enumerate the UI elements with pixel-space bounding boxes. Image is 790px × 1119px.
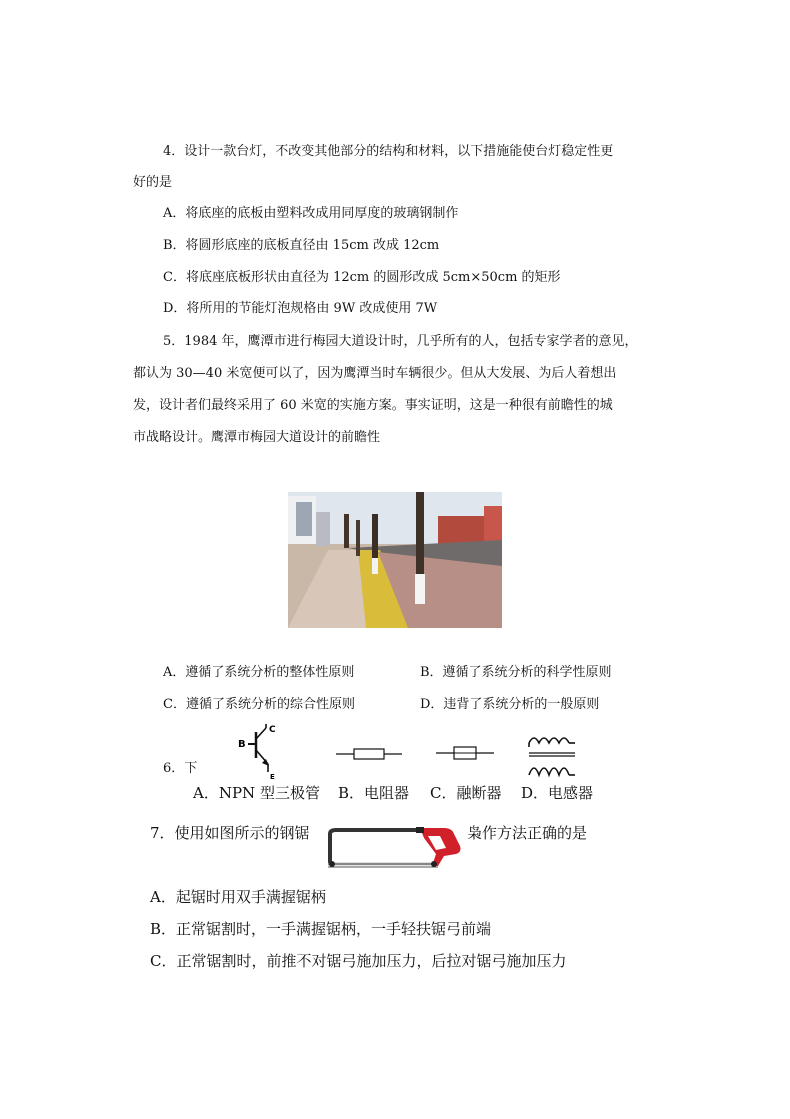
- q7-stem-right: 枭作方法正确的是: [467, 824, 588, 842]
- q4-option-d: D．将所用的节能灯泡规格由 9W 改成使用 7W: [163, 301, 438, 316]
- q4-stem-line1: 4．设计一款台灯，不改变其他部分的结构和材料，以下措施能使台灯稳定性更: [163, 144, 614, 159]
- q4-option-b: B．将圆形底座的底板直径由 15cm 改成 12cm: [163, 238, 440, 253]
- q6-label-d: D．电感器: [521, 784, 594, 802]
- resistor-symbol: [336, 746, 402, 762]
- q5-option-a: A．遵循了系统分析的整体性原则: [163, 665, 355, 680]
- q5-stem-line3: 发，设计者们最终采用了 60 米宽的实施方案。事实证明，这是一种很有前瞻性的城: [133, 398, 613, 413]
- q5-option-c: C．遵循了系统分析的综合性原则: [163, 697, 355, 712]
- transistor-symbol: [236, 722, 286, 780]
- q6-prefix: 6．下: [163, 761, 198, 776]
- q7-option-c: C．正常锯割时，前推不对锯弓施加压力，后拉对锯弓施加压力: [150, 952, 567, 970]
- q4-option-c: C．将底座底板形状由直径为 12cm 的圆形改成 5cm×50cm 的矩形: [163, 270, 561, 285]
- q7-option-a: A．起锯时用双手满握锯柄: [150, 888, 326, 906]
- q6-label-c: C．融断器: [430, 784, 502, 802]
- q6-label-b: B．电阻器: [338, 784, 410, 802]
- q5-stem-line1: 5．1984 年，鹰潭市进行梅园大道设计时，几乎所有的人，包括专家学者的意见，: [163, 334, 638, 349]
- street-photo: [288, 492, 502, 628]
- pin-b-label: B: [238, 739, 246, 750]
- q5-option-d: D．违背了系统分析的一般原则: [420, 697, 600, 712]
- q7-option-b: B．正常锯割时，一手满握锯柄，一手轻扶锯弓前端: [150, 920, 492, 938]
- hacksaw-image: [320, 820, 466, 876]
- inductor-symbol: [526, 733, 578, 779]
- pin-c-label: C: [269, 725, 276, 735]
- fuse-symbol: [436, 745, 494, 761]
- q6-label-a: A．NPN 型三极管: [193, 784, 320, 802]
- q5-stem-line4: 市战略设计。鹰潭市梅园大道设计的前瞻性: [133, 430, 381, 445]
- pin-e-label: E: [270, 773, 275, 780]
- q4-stem-line2: 好的是: [133, 175, 173, 190]
- q7-stem-left: 7．使用如图所示的钢锯: [150, 824, 310, 842]
- q5-stem-line2: 都认为 30—40 米宽便可以了，因为鹰潭当时车辆很少。但从大发展、为后人着想出: [133, 366, 617, 381]
- q4-option-a: A．将底座的底板由塑料改成用同厚度的玻璃钢制作: [163, 206, 459, 221]
- q5-option-b: B．遵循了系统分析的科学性原则: [420, 665, 612, 680]
